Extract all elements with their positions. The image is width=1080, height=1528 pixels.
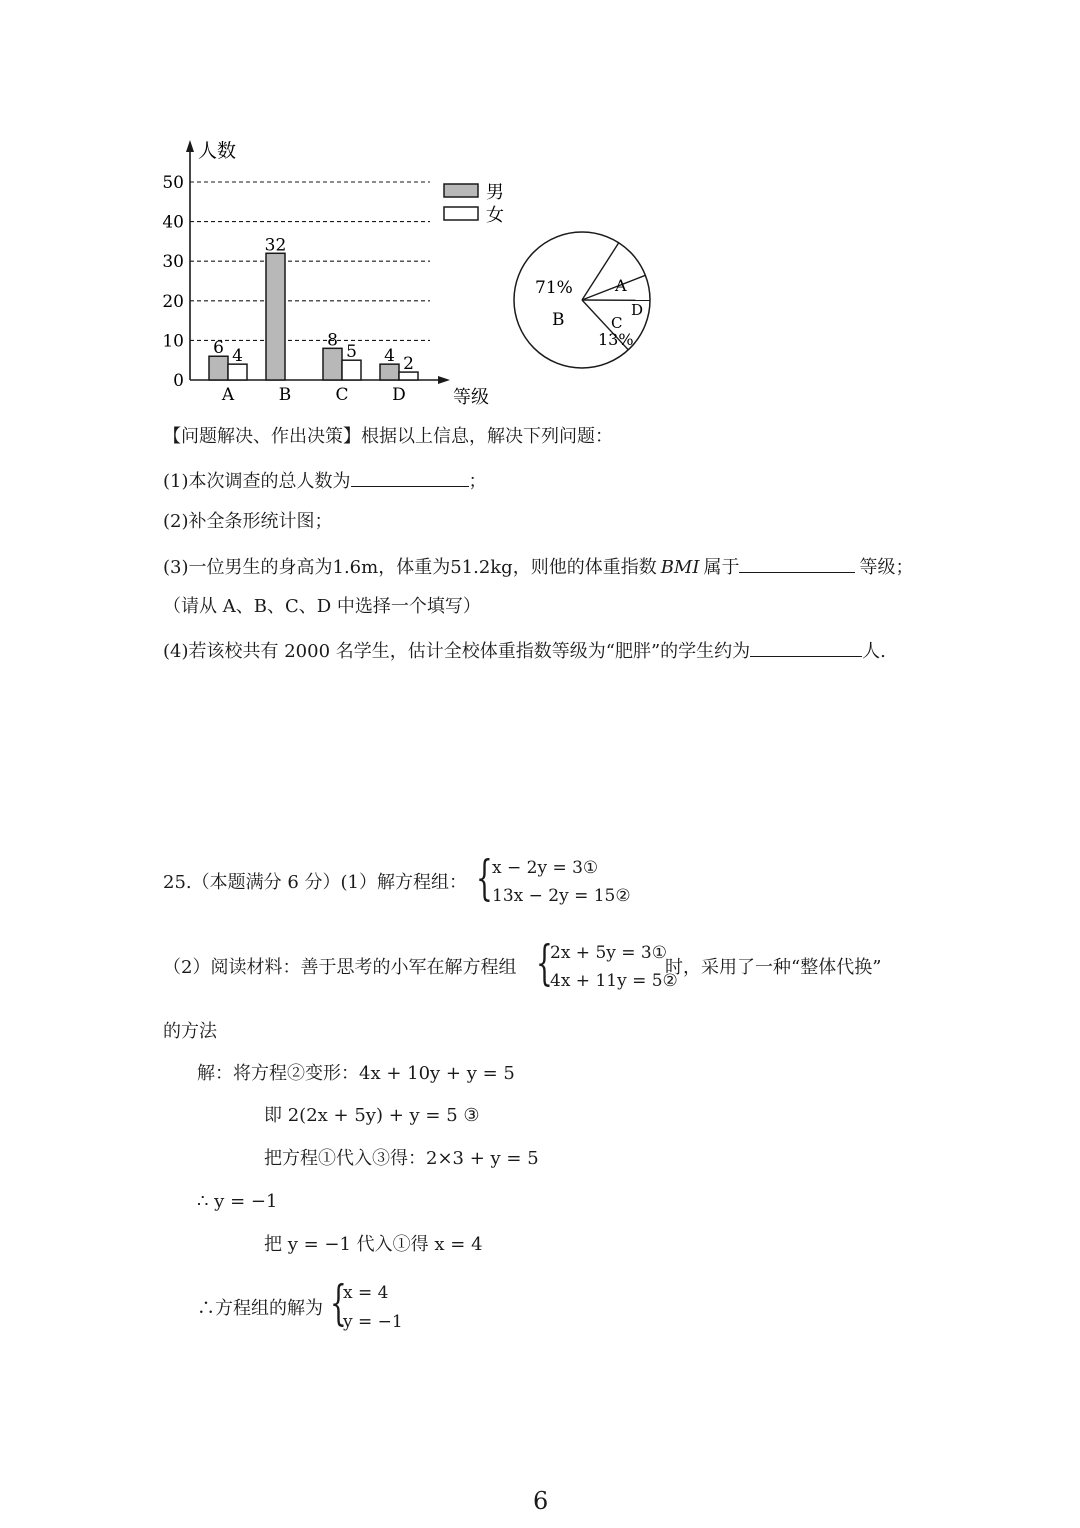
question-3-suffix: 等级； (859, 557, 914, 578)
question-4 (163, 640, 886, 661)
bar-female-A (228, 364, 247, 380)
legend-label-female: 女 (486, 205, 504, 226)
bar-chart-grid (190, 182, 430, 340)
question-1-text: (1)本次调查的总人数为 (163, 471, 351, 492)
data-label-male-A: 6 (213, 338, 224, 359)
y-tick-50: 50 (162, 173, 184, 193)
system-2-brace: { (536, 935, 553, 991)
question-3-text: (3)一位男生的身高为1.6m，体重为51.2kg，则他的体重指数 (163, 557, 657, 578)
y-tick-30: 30 (162, 252, 184, 273)
question-1-suffix: ； (468, 471, 487, 492)
y-tick-40: 40 (162, 212, 184, 233)
solution-y: y = −1 (343, 1312, 403, 1332)
question-3-answer-blank[interactable] (739, 556, 855, 573)
bar-male-B (266, 253, 285, 380)
system-1-equation-2: 13x − 2y = 15② (492, 886, 631, 906)
page-number: 6 (533, 1487, 549, 1515)
question-1 (163, 470, 487, 491)
system-1-equation-1: x − 2y = 3① (492, 858, 599, 878)
bar-chart-y-label: 人数 (198, 140, 237, 162)
bar-male-D (380, 364, 399, 380)
question-1-answer-blank[interactable] (351, 470, 469, 487)
pie-chart (505, 225, 665, 380)
legend-swatch-female (444, 207, 478, 220)
solution-line-3: 把方程①代入③得：2×3 + y = 5 (264, 1148, 539, 1169)
questions-intro: 【问题解决、作出决策】根据以上信息，解决下列问题： (163, 426, 613, 447)
pie-label-B: B (552, 310, 565, 330)
pie-label-B-percent: 71% (535, 278, 573, 298)
problem-25-part-2: （2）阅读材料：善于思考的小军在解方程组 (163, 957, 517, 978)
data-label-female-D: 2 (403, 354, 414, 375)
question-4-answer-blank[interactable] (750, 640, 862, 657)
pie-label-D: D (631, 301, 644, 319)
legend-label-male: 男 (486, 182, 504, 203)
bar-chart-legend (444, 182, 504, 226)
solution-x: x = 4 (343, 1283, 389, 1303)
system-1-brace: { (476, 850, 493, 906)
pie-label-A: A (615, 276, 627, 295)
question-4-text: (4)若该校共有 2000 名学生，估计全校体重指数等级为“肥胖”的学生约为 (163, 641, 751, 662)
y-tick-20: 20 (162, 291, 184, 312)
system-2-equation-1: 2x + 5y = 3① (550, 943, 667, 963)
solution-line-6: ∴方程组的解为 (197, 1298, 323, 1319)
problem-25-part-2-continued: 的方法 (163, 1021, 217, 1042)
x-tick-C: C (335, 385, 349, 405)
data-label-male-B: 32 (264, 235, 287, 256)
data-label-male-D: 4 (384, 346, 395, 367)
question-3-mid: 属于 (703, 557, 740, 578)
bar-chart-axes (186, 140, 450, 384)
solution-brace: { (330, 1275, 347, 1331)
data-label-female-C: 5 (346, 342, 357, 363)
bar-chart-x-label: 等级 (453, 387, 489, 408)
data-label-male-C: 8 (327, 330, 338, 351)
x-tick-B: B (278, 385, 292, 405)
x-axis-arrow (438, 376, 450, 384)
y-axis-arrow (186, 140, 194, 152)
question-3-note: （请从 A、B、C、D 中选择一个填写） (163, 596, 481, 617)
pie-label-C: C (611, 314, 623, 332)
data-label-female-A: 4 (232, 346, 243, 367)
bar-male-A (209, 356, 228, 380)
problem-25-header: 25.（本题满分 6 分）(1）解方程组： (163, 872, 467, 893)
problem-25-part-2-suffix: 时，采用了一种“整体代换” (665, 957, 882, 978)
solution-line-2: 即 2(2x + 5y) + y = 5 ③ (264, 1105, 480, 1126)
bar-chart (150, 130, 520, 410)
system-2-equation-2: 4x + 11y = 5② (550, 971, 678, 991)
x-tick-A: A (221, 385, 235, 405)
y-tick-10: 10 (162, 331, 184, 352)
bar-chart-data-labels (213, 235, 414, 374)
solution-line-1: 解：将方程②变形：4x + 10y + y = 5 (197, 1063, 515, 1084)
bar-male-C (323, 348, 342, 380)
bar-female-C (342, 360, 361, 380)
y-tick-0: 0 (173, 371, 184, 391)
legend-swatch-male (444, 184, 478, 197)
question-3 (163, 556, 913, 577)
bar-chart-y-ticks (162, 173, 184, 391)
solution-line-4: ∴ y = −1 (197, 1191, 278, 1212)
x-tick-D: D (392, 385, 406, 405)
solution-line-5: 把 y = −1 代入①得 x = 4 (264, 1234, 483, 1255)
pie-label-C-percent: 13% (598, 330, 634, 349)
question-3-bmi: BMI (660, 557, 700, 578)
question-4-suffix: 人. (862, 641, 886, 662)
bar-chart-x-ticks (221, 385, 406, 405)
question-2: (2)补全条形统计图； (163, 511, 333, 532)
